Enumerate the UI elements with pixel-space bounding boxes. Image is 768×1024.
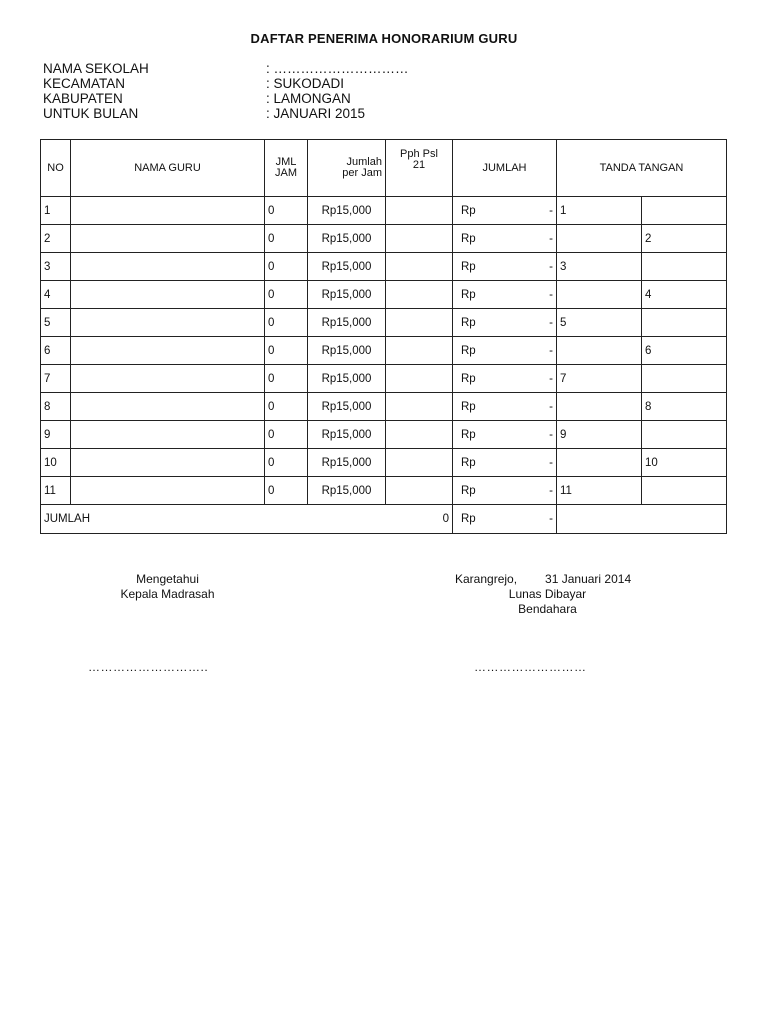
total-row: [41, 505, 727, 534]
cell-nama-guru: [71, 393, 265, 421]
cell-pph: [386, 365, 453, 393]
cell-per-jam: Rp15,000: [308, 421, 386, 449]
cell-ttd-left: 9: [557, 421, 642, 449]
cell-ttd-right: 10: [642, 449, 727, 477]
cell-pph: [386, 225, 453, 253]
cell-jml-jam: 0: [265, 253, 308, 281]
cell-ttd-left: [557, 393, 642, 421]
amount: [456, 345, 553, 357]
cell-jml-jam: 0: [265, 449, 308, 477]
col-nama-guru-header: NAMA GURU: [71, 140, 265, 197]
amount-dash: -: [549, 204, 553, 217]
info-value: : …………………………: [266, 61, 409, 76]
cell-no: 6: [41, 337, 71, 365]
cell-ttd-right: [642, 253, 727, 281]
table-row: [41, 393, 727, 421]
cell-ttd-right: 4: [642, 281, 727, 309]
sign-right-place-date: [455, 572, 665, 587]
col-per-jam-line1: Jumlah: [346, 156, 382, 168]
cell-no: 3: [41, 253, 71, 281]
cell-jml-jam: 0: [265, 225, 308, 253]
amount: [456, 429, 553, 441]
cell-ttd-right: 6: [642, 337, 727, 365]
cell-jumlah: [453, 477, 557, 505]
amount: [456, 485, 553, 497]
sign-right-place: Karangrejo,: [455, 572, 518, 586]
cell-ttd-right: 8: [642, 393, 727, 421]
sign-left-line1: Mengetahui: [136, 572, 199, 586]
table-row: [41, 365, 727, 393]
total-cell: [41, 505, 453, 534]
total-dash: -: [549, 513, 553, 525]
cell-jumlah: [453, 281, 557, 309]
cell-ttd-left: [557, 225, 642, 253]
cell-per-jam: Rp15,000: [308, 477, 386, 505]
cell-jumlah: [453, 253, 557, 281]
info-row: [43, 91, 409, 106]
cell-ttd-left: [557, 449, 642, 477]
col-per-jam-header: [308, 140, 386, 197]
amount-dash: -: [549, 456, 553, 469]
col-jml-jam-header: [265, 140, 308, 197]
info-row: [43, 106, 409, 121]
amount-dash: -: [549, 428, 553, 441]
amount-currency: Rp: [461, 260, 476, 273]
cell-nama-guru: [71, 421, 265, 449]
cell-jml-jam: 0: [265, 393, 308, 421]
cell-ttd-right: [642, 309, 727, 337]
sign-right-line2: Lunas Dibayar: [508, 587, 587, 601]
cell-no: 5: [41, 309, 71, 337]
cell-jumlah: [453, 309, 557, 337]
amount-currency: Rp: [461, 288, 476, 301]
cell-jml-jam: 0: [265, 309, 308, 337]
cell-ttd-left: 5: [557, 309, 642, 337]
table-header-row: [41, 140, 727, 197]
info-label: NAMA SEKOLAH: [43, 61, 149, 76]
amount-dash: -: [549, 260, 553, 273]
cell-per-jam: Rp15,000: [308, 393, 386, 421]
signature-right-dots: ………………………: [474, 660, 587, 674]
cell-per-jam: Rp15,000: [308, 337, 386, 365]
cell-jumlah: [453, 393, 557, 421]
cell-nama-guru: [71, 197, 265, 225]
table-row: [41, 421, 727, 449]
cell-ttd-right: [642, 365, 727, 393]
signature-right: [455, 572, 665, 617]
table-row: [41, 225, 727, 253]
signature-left-dots: ………………………..: [88, 660, 209, 674]
cell-ttd-right: 2: [642, 225, 727, 253]
cell-ttd-left: 11: [557, 477, 642, 505]
cell-per-jam: Rp15,000: [308, 365, 386, 393]
sign-right-line3: Bendahara: [518, 602, 577, 616]
cell-pph: [386, 421, 453, 449]
cell-no: 2: [41, 225, 71, 253]
col-no-header: NO: [41, 140, 71, 197]
cell-jml-jam: 0: [265, 421, 308, 449]
cell-jml-jam: 0: [265, 197, 308, 225]
cell-ttd-left: [557, 281, 642, 309]
cell-jumlah: [453, 337, 557, 365]
amount-currency: Rp: [461, 428, 476, 441]
cell-per-jam: Rp15,000: [308, 309, 386, 337]
cell-nama-guru: [71, 281, 265, 309]
amount-dash: -: [549, 344, 553, 357]
col-pph-line2: 21: [412, 159, 426, 171]
cell-per-jam: Rp15,000: [308, 225, 386, 253]
cell-pph: [386, 393, 453, 421]
cell-nama-guru: [71, 449, 265, 477]
col-pph-header: [386, 140, 453, 197]
table-row: [41, 449, 727, 477]
cell-ttd-left: 1: [557, 197, 642, 225]
info-row: [43, 76, 409, 91]
amount-dash: -: [549, 484, 553, 497]
table-row: [41, 253, 727, 281]
total-amount-wrapper: [456, 513, 553, 525]
col-per-jam-line2: per Jam: [342, 167, 382, 179]
cell-per-jam: Rp15,000: [308, 449, 386, 477]
cell-no: 8: [41, 393, 71, 421]
cell-ttd-left: [557, 337, 642, 365]
info-label: KABUPATEN: [43, 91, 123, 106]
total-wrapper: [44, 513, 449, 525]
total-value: 0: [442, 513, 449, 525]
cell-nama-guru: [71, 365, 265, 393]
info-value: : JANUARI 2015: [266, 106, 366, 121]
table-row: [41, 477, 727, 505]
table-row: [41, 197, 727, 225]
cell-ttd-left: 3: [557, 253, 642, 281]
total-currency: Rp: [461, 513, 476, 525]
honorarium-table: [40, 139, 727, 534]
cell-no: 4: [41, 281, 71, 309]
info-row: [43, 61, 409, 76]
info-label: KECAMATAN: [43, 76, 126, 91]
cell-per-jam: Rp15,000: [308, 253, 386, 281]
cell-jml-jam: 0: [265, 337, 308, 365]
col-jml-jam-line2: JAM: [275, 167, 297, 179]
cell-jml-jam: 0: [265, 281, 308, 309]
amount-currency: Rp: [461, 232, 476, 245]
total-amount: [453, 505, 557, 534]
amount-currency: Rp: [461, 456, 476, 469]
amount: [456, 457, 553, 469]
cell-jumlah: [453, 449, 557, 477]
info-value: : LAMONGAN: [266, 91, 351, 106]
table-row: [41, 281, 727, 309]
cell-per-jam: Rp15,000: [308, 281, 386, 309]
cell-ttd-right: [642, 477, 727, 505]
amount-currency: Rp: [461, 204, 476, 217]
document-title: DAFTAR PENERIMA HONORARIUM GURU: [250, 31, 518, 46]
amount-currency: Rp: [461, 372, 476, 385]
amount-currency: Rp: [461, 316, 476, 329]
amount: [456, 289, 553, 301]
amount: [456, 373, 553, 385]
cell-nama-guru: [71, 309, 265, 337]
amount-dash: -: [549, 232, 553, 245]
cell-pph: [386, 337, 453, 365]
amount: [456, 205, 553, 217]
amount: [456, 233, 553, 245]
amount-dash: -: [549, 288, 553, 301]
cell-pph: [386, 449, 453, 477]
signature-left: [90, 572, 245, 602]
cell-jml-jam: 0: [265, 477, 308, 505]
cell-pph: [386, 477, 453, 505]
col-pph-line1: Pph Psl: [400, 148, 438, 160]
total-label: JUMLAH: [44, 513, 91, 525]
cell-ttd-right: [642, 197, 727, 225]
cell-jumlah: [453, 365, 557, 393]
col-tanda-tangan-header: TANDA TANGAN: [557, 140, 727, 197]
cell-pph: [386, 197, 453, 225]
table-row: [41, 309, 727, 337]
cell-no: 9: [41, 421, 71, 449]
sign-right-date: 31 Januari 2014: [545, 572, 632, 586]
sign-left-line2: Kepala Madrasah: [120, 587, 215, 601]
header-info: [43, 61, 409, 121]
cell-nama-guru: [71, 225, 265, 253]
cell-ttd-right: [642, 421, 727, 449]
amount: [456, 401, 553, 413]
cell-pph: [386, 253, 453, 281]
cell-nama-guru: [71, 477, 265, 505]
amount: [456, 317, 553, 329]
cell-jumlah: [453, 421, 557, 449]
cell-jumlah: [453, 225, 557, 253]
amount-currency: Rp: [461, 400, 476, 413]
amount-currency: Rp: [461, 344, 476, 357]
amount-dash: -: [549, 316, 553, 329]
cell-pph: [386, 309, 453, 337]
cell-jml-jam: 0: [265, 365, 308, 393]
amount-currency: Rp: [461, 484, 476, 497]
amount: [456, 261, 553, 273]
cell-pph: [386, 281, 453, 309]
info-value: : SUKODADI: [266, 76, 345, 91]
cell-no: 1: [41, 197, 71, 225]
cell-per-jam: Rp15,000: [308, 197, 386, 225]
table-row: [41, 337, 727, 365]
cell-jumlah: [453, 197, 557, 225]
cell-nama-guru: [71, 337, 265, 365]
info-label: UNTUK BULAN: [43, 106, 139, 121]
cell-nama-guru: [71, 253, 265, 281]
cell-ttd-left: 7: [557, 365, 642, 393]
cell-no: 7: [41, 365, 71, 393]
cell-no: 10: [41, 449, 71, 477]
col-jml-jam-line1: JML: [275, 156, 297, 168]
total-ttd: [557, 505, 727, 534]
cell-no: 11: [41, 477, 71, 505]
col-jumlah-header: JUMLAH: [453, 140, 557, 197]
amount-dash: -: [549, 372, 553, 385]
amount-dash: -: [549, 400, 553, 413]
